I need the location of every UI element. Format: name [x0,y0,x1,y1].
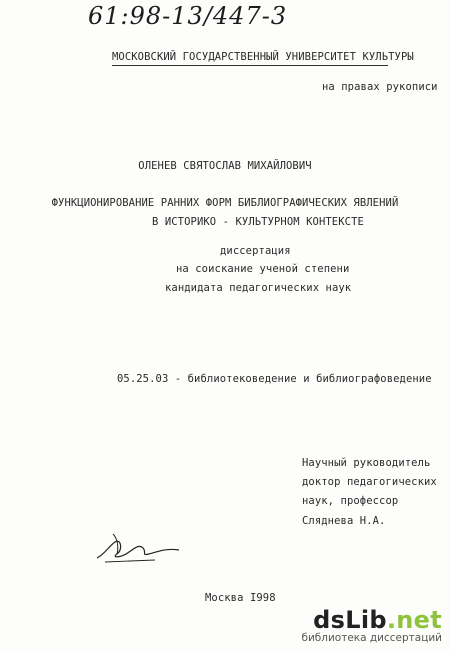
university-underline [112,65,388,66]
degree-line-3: кандидата педагогических наук [165,282,352,294]
university-name: МОСКОВСКИЙ ГОСУДАРСТВЕННЫЙ УНИВЕРСИТЕТ КУЛЬТУРЫ [112,51,414,63]
degree-line-2: на соискание ученой степени [176,263,350,275]
place-and-year: Москва I998 [205,592,276,604]
dissertation-title-line-2: В ИСТОРИКО - КУЛЬТУРНОМ КОНТЕКСТЕ [152,216,364,228]
degree-line-1: диссертация [220,245,291,257]
handwritten-signature [95,528,185,568]
dslib-tagline: библиотека диссертаций [301,632,442,644]
specialty-code: 05.25.03 - библиотековедение и библиографоведение [117,373,432,385]
supervisor-line-2: доктор педагогических [302,476,437,488]
handwritten-registry-number: 61:98-13/447-3 [88,2,288,30]
supervisor-line-4: Сляднева Н.А. [302,515,386,527]
manuscript-rights-note: на правах рукописи [322,81,438,93]
dslib-watermark [301,606,442,644]
supervisor-line-3: наук, профессор [302,495,399,507]
author-name: ОЛЕНЕВ СВЯТОСЛАВ МИХАЙЛОВИЧ [138,160,312,172]
dslib-logo: dsLib.net [313,606,442,634]
dissertation-title-line-1: ФУНКЦИОНИРОВАНИЕ РАННИХ ФОРМ БИБЛИОГРАФИЧЕСКИХ ЯВЛЕНИЙ [51,197,399,209]
supervisor-line-1: Научный руководитель [302,457,431,469]
